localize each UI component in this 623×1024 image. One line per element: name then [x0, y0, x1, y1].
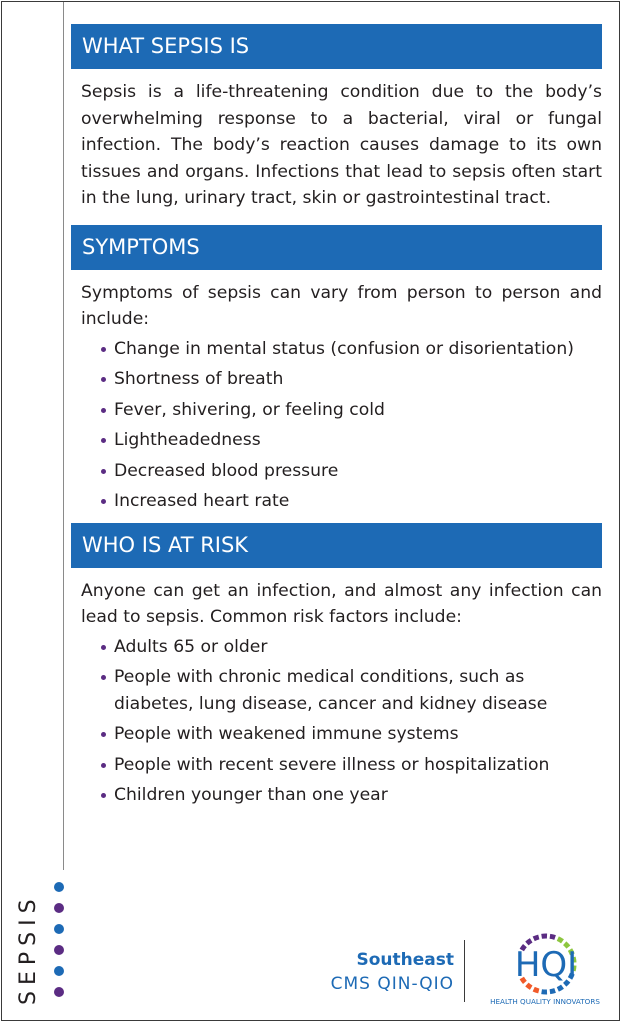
content	[71, 24, 602, 813]
info-card	[1, 1, 620, 1021]
dot-icon	[54, 966, 64, 976]
dot-icon	[54, 903, 64, 913]
bullet-dot-icon	[101, 347, 106, 352]
logo-ring-segment	[534, 989, 539, 991]
logo-ring-segment	[558, 939, 563, 942]
dot-icon	[54, 924, 64, 934]
list-item-text: Increased heart rate	[114, 491, 290, 511]
what-sepsis-is-text: Sepsis is a life-threatening condition due to the body’s overwhelming response to a bacterial, viral or fungal infection. The body’s reaction causes damage to its own tissues and organs. Infections that lead to sepsis often start in the lung, urinary tract, skin or gastrointestinal tract.	[81, 82, 602, 208]
list-item	[101, 458, 602, 485]
dot-icon	[54, 987, 64, 997]
list-item	[101, 336, 602, 363]
list-item-text: Fever, shivering, or feeling cold	[114, 399, 385, 420]
list-item-text: Decreased blood pressure	[114, 460, 339, 481]
risk-intro: Anyone can get an infection, and almost any infection can lead to sepsis. Common risk factors include:	[81, 580, 602, 627]
hqi-logo-mark-icon	[480, 930, 610, 996]
section-header-who-is-at-risk: WHO IS AT RISK	[71, 523, 602, 568]
footer	[302, 930, 612, 1012]
list-item	[101, 427, 602, 454]
org-program: CMS QIN-QIO	[330, 974, 454, 994]
logo-tagline: HEALTH QUALITY INNOVATORS	[490, 997, 600, 1006]
risk-list	[101, 634, 602, 809]
bullet-dot-icon	[101, 499, 106, 504]
list-item-text: Lightheadedness	[114, 430, 261, 450]
logo-ring-segment	[550, 936, 555, 937]
footer-divider	[464, 940, 465, 1002]
list-item	[101, 634, 602, 661]
bullet-dot-icon	[101, 408, 106, 413]
section-what-sepsis-is	[71, 24, 602, 212]
org-name	[331, 948, 454, 996]
hqi-logo	[480, 930, 610, 1012]
list-item	[101, 782, 602, 809]
bullet-dot-icon	[101, 469, 106, 474]
list-item	[101, 397, 602, 424]
list-item-text: Adults 65 or older	[114, 636, 268, 657]
logo-ring-segment	[550, 991, 555, 992]
list-item-text: Change in mental status (confusion or disorientation)	[114, 338, 574, 359]
bullet-dot-icon	[101, 645, 106, 650]
vertical-sepsis-title: SEPSIS	[16, 893, 41, 1005]
bullet-dot-icon	[101, 675, 106, 680]
section-symptoms	[71, 225, 602, 515]
list-item-text: Children younger than one year	[114, 785, 388, 805]
sidebar-rule	[63, 2, 64, 870]
logo-wordmark: HQI	[514, 945, 578, 985]
list-item-text: People with weakened immune systems	[114, 724, 459, 744]
bullet-dot-icon	[101, 438, 106, 443]
bullet-dot-icon	[101, 732, 106, 737]
org-region: Southeast	[356, 950, 454, 970]
list-item-text: Shortness of breath	[114, 369, 284, 389]
list-item	[101, 752, 602, 779]
list-item-text: People with chronic medical conditions, such as diabetes, lung disease, cancer and kidney disease	[114, 667, 548, 714]
logo-ring-segment	[558, 987, 563, 990]
bullet-dot-icon	[101, 763, 106, 768]
dot-icon	[54, 945, 64, 955]
symptoms-list	[101, 336, 602, 515]
section-header-symptoms: SYMPTOMS	[71, 225, 602, 270]
bullet-dot-icon	[101, 793, 106, 798]
list-item	[101, 366, 602, 393]
symptoms-intro: Symptoms of sepsis can vary from person to person and include:	[81, 282, 602, 329]
section-who-is-at-risk	[71, 523, 602, 809]
logo-ring-segment	[534, 937, 539, 939]
list-item-text: People with recent severe illness or hospitalization	[114, 754, 550, 775]
logo-ring-segment	[527, 940, 531, 943]
dot-icon	[54, 882, 64, 892]
list-item	[101, 488, 602, 515]
section-header-what-sepsis-is: WHAT SEPSIS IS	[71, 24, 602, 69]
list-item	[101, 721, 602, 748]
bullet-dot-icon	[101, 377, 106, 382]
list-item	[101, 664, 602, 717]
